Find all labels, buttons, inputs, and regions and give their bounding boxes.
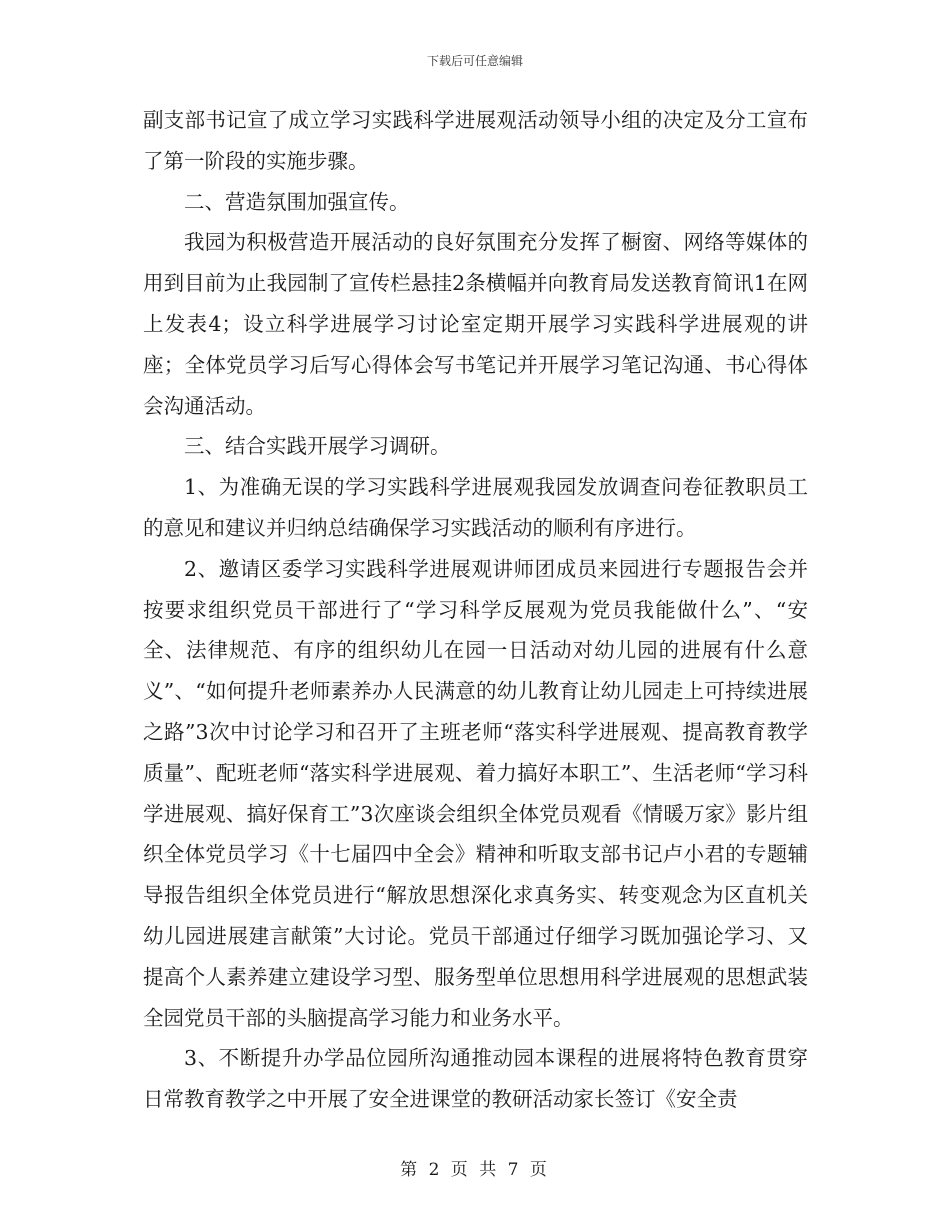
paragraph-3: 我园为积极营造开展活动的良好氛围充分发挥了橱窗、网络等媒体的用到目前为止我园制了宣传栏悬挂2条横幅并向教育局发送教育简讯1在网上发表4；设立科学进展学习讨论室定期开展学习实践科学进展观的讲座；全体党员学习后写心得体会写书笔记并开展学习笔记沟通、书心得体会沟通活动。 [143,230,808,418]
page-number-footer: 第 2 页 共 7 页 [400,1160,550,1180]
section-heading-2: 二、营造氛围加强宣传。 [184,189,410,214]
page-header: 下载后可任意编辑 [426,54,523,68]
document-body [143,100,808,1120]
paragraph-1: 副支部书记宣了成立学习实践科学进展观活动领导小组的决定及分工宣布了第一阶段的实施步骤。 [143,108,808,173]
paragraph-item-2: 2、邀请区委学习实践科学进展观讲师团成员来园进行专题报告会并按要求组织党员干部进行了“学习科学反展观为党员我能做什么”、“安全、法律规范、有序的组织幼儿在园一日活动对幼儿园的进展有什么意义”、“如何提升老师素养办人民满意的幼儿教育让幼儿园走上可持续进展之路”3次中讨论学习和召开了主班老师“落实科学进展观、提高教育教学质量”、配班老师“落实科学进展观、着力搞好本职工”、生活老师“学习科学进展观、搞好保育工”3次座谈会组织全体党员观看《情暖万家》影片组织全体党员学习《十七届四中全会》精神和听取支部书记卢小君的专题辅导报告组织全体党员进行“解放思想深化求真务实、转变观念为区直机关幼儿园进展建言献策”大讨论。党员干部通过仔细学习既加强论学习、又提高个人素养建立建设学习型、服务型单位思想用科学进展观的思想武装全园党员干部的头脑提高学习能力和业务水平。 [143,556,808,1030]
paragraph-item-1: 1、为准确无误的学习实践科学进展观我园发放调查问卷征教职员工的意见和建议并归纳总结确保学习实践活动的顺利有序进行。 [143,475,808,540]
section-heading-3: 三、结合实践开展学习调研。 [184,434,451,459]
paragraph-item-3: 3、不断提升办学品位园所沟通推动园本课程的进展将特色教育贯穿日常教育教学之中开展了安全进课堂的教研活动家长签订《安全责 [143,1046,808,1112]
